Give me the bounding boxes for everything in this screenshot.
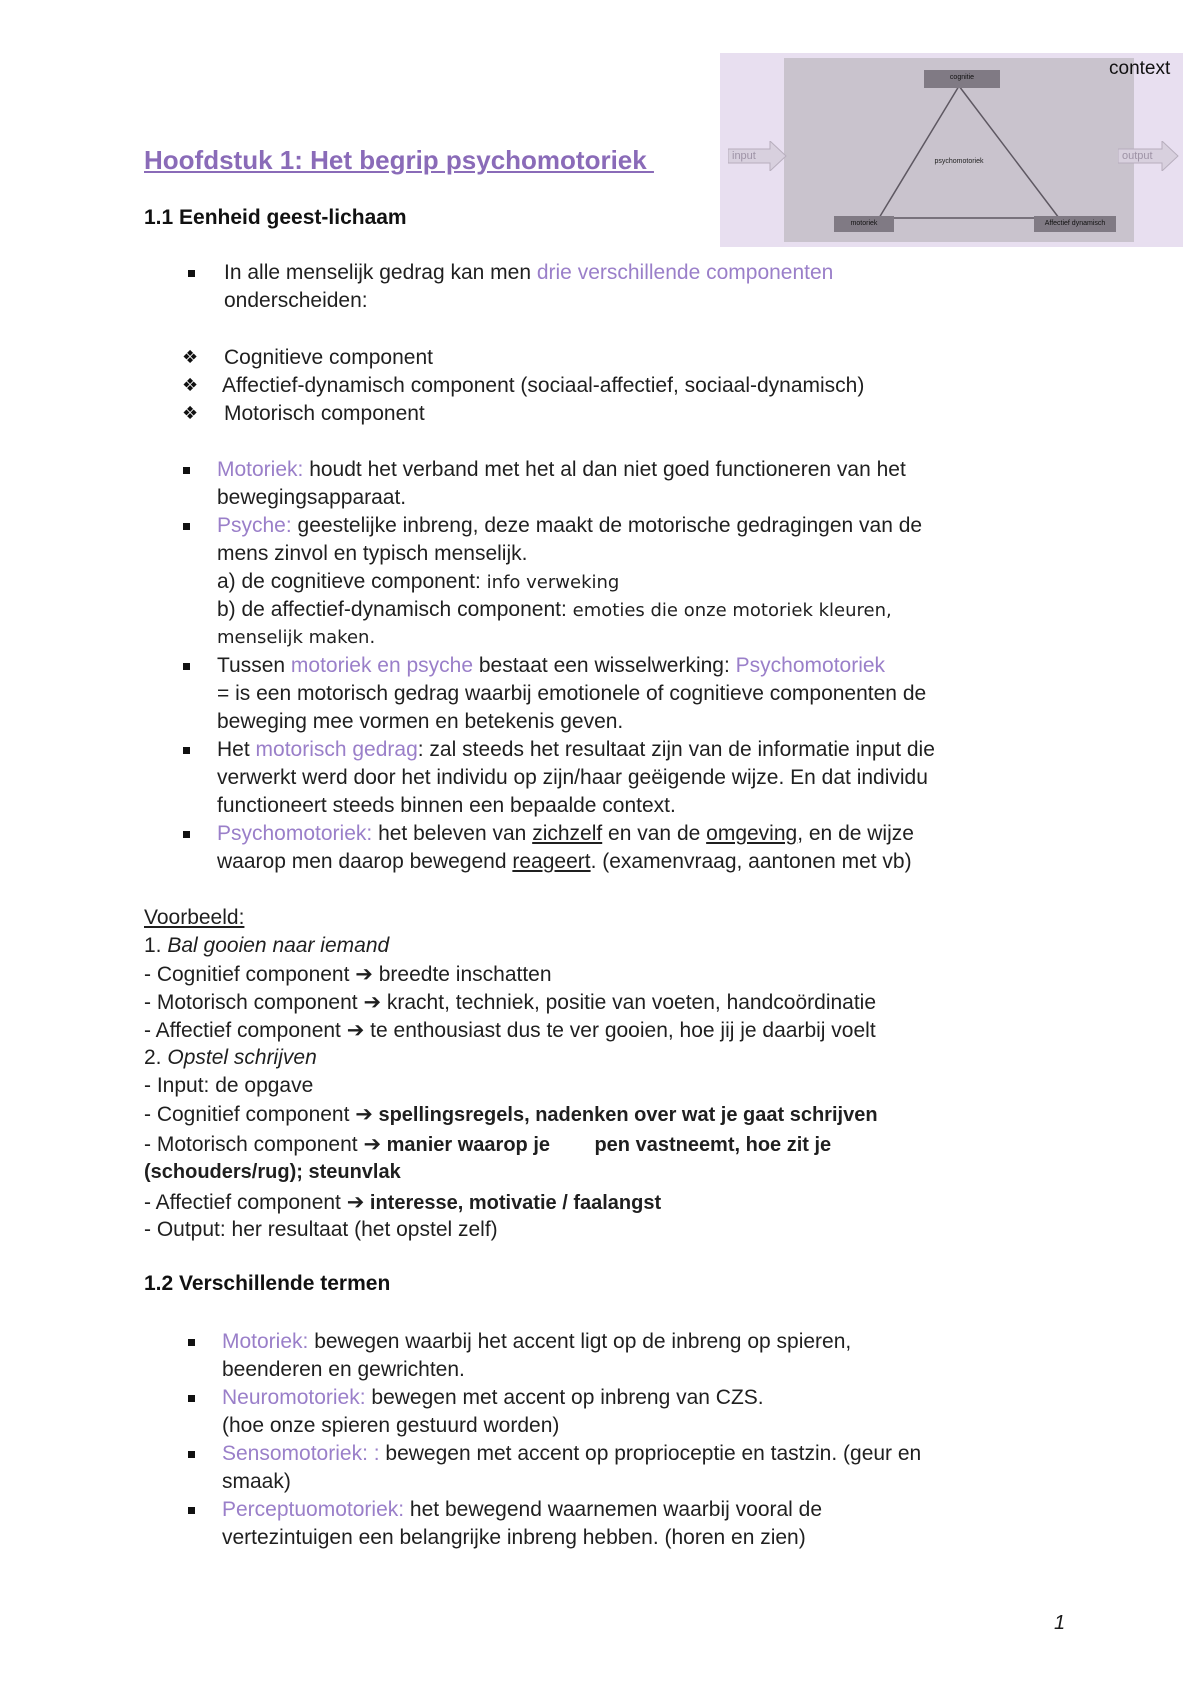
bullet-square <box>183 523 190 530</box>
example-1-line-1: - Cognitief component ➔ breedte inschatten <box>144 962 552 986</box>
bullet-square <box>188 1507 195 1514</box>
bullet-square <box>183 831 190 838</box>
bullet-square <box>183 747 190 754</box>
section-2-heading: 1.2 Verschillende termen <box>144 1272 391 1295</box>
bullet-square <box>183 467 190 474</box>
chapter-title: Hoofdstuk 1: Het begrip psychomotoriek <box>144 145 654 175</box>
term-perceptuomotoriek-line-2: vertezintuigen een belangrijke inbreng hebben. (horen en zien) <box>222 1526 806 1549</box>
diagram-box-motoriek: motoriek <box>834 216 894 232</box>
term-motoriek-line-2: beenderen en gewrichten. <box>222 1358 465 1381</box>
motorisch-gedrag-line-3: functioneert steeds binnen een bepaalde context. <box>217 794 676 817</box>
psyche-line-5: menselijk maken. <box>217 627 376 648</box>
example-2-line-3b: (schouders/rug); steunvlak <box>144 1161 401 1183</box>
component-3: Motorisch component <box>224 402 425 425</box>
psyche-line-2: mens zinvol en typisch menselijk. <box>217 542 528 565</box>
example-2-title: 2. Opstel schrijven <box>144 1046 317 1069</box>
example-2-line-1: - Input: de opgave <box>144 1074 314 1097</box>
bullet-square <box>188 270 195 277</box>
input-label: input <box>732 150 756 162</box>
psyche-line-1: Psyche: geestelijke inbreng, deze maakt de motorische gedragingen van de <box>217 514 923 537</box>
diamond-bullet: ❖ <box>182 403 199 424</box>
intro-line-2: onderscheiden: <box>224 289 368 312</box>
motorisch-gedrag-line-1: Het motorisch gedrag: zal steeds het resultaat zijn van de informatie input die <box>217 738 935 761</box>
psychomotoriek-diagram <box>720 53 1183 247</box>
psyche-line-4: b) de affectief-dynamisch component: emoties die onze motoriek kleuren, <box>217 598 892 621</box>
bullet-square <box>188 1395 195 1402</box>
psychomotoriek-line-1: Psychomotoriek: het beleven van zichzelf en van de omgeving, en de wijze <box>217 822 914 845</box>
motoriek-line-2: bewegingsapparaat. <box>217 486 407 509</box>
motoriek-line-1: Motoriek: houdt het verband met het al dan niet goed functioneren van het <box>217 458 906 481</box>
example-1-title: 1. Bal gooien naar iemand <box>144 934 390 957</box>
diagram-center-label: psychomotoriek <box>934 158 984 165</box>
diagram-box-cognitie: cognitie <box>924 70 1000 88</box>
wisselwerking-line-2: = is een motorisch gedrag waarbij emotionele of cognitieve componenten de <box>217 682 927 705</box>
term-perceptuomotoriek-line-1: Perceptuomotoriek: het bewegend waarnemen waarbij vooral de <box>222 1498 823 1521</box>
component-2: Affectief-dynamisch component (sociaal-affectief, sociaal-dynamisch) <box>222 374 865 397</box>
wisselwerking-line-1: Tussen motoriek en psyche bestaat een wisselwerking: Psychomotoriek <box>217 654 886 677</box>
example-1-line-2: - Motorisch component ➔ kracht, techniek, positie van voeten, handcoördinatie <box>144 990 877 1014</box>
bullet-square <box>188 1339 195 1346</box>
diagram-context-label: context <box>1109 58 1171 79</box>
term-sensomotoriek-line-1: Sensomotoriek: : bewegen met accent op proprioceptie en tastzin. (geur en <box>222 1442 922 1465</box>
bullet-square <box>188 1451 195 1458</box>
term-sensomotoriek-line-2: smaak) <box>222 1470 291 1493</box>
term-neuromotoriek-line-1: Neuromotoriek: bewegen met accent op inbreng van CZS. <box>222 1386 764 1409</box>
psyche-line-3: a) de cognitieve component: info verweking <box>217 570 620 593</box>
wisselwerking-line-3: beweging mee vormen en betekenis geven. <box>217 710 624 733</box>
example-2-line-4: - Affectief component ➔ interesse, motivatie / faalangst <box>144 1190 662 1214</box>
output-label: output <box>1122 150 1153 162</box>
diamond-bullet: ❖ <box>182 347 199 368</box>
example-2-line-2: - Cognitief component ➔ spellingsregels, nadenken over wat je gaat schrijven <box>144 1102 878 1126</box>
section-1-heading: 1.1 Eenheid geest-lichaam <box>144 206 407 229</box>
example-1-line-3: - Affectief component ➔ te enthousiast dus te ver gooien, hoe jij je daarbij voelt <box>144 1018 876 1042</box>
diamond-bullet: ❖ <box>182 375 199 396</box>
example-2-line-3: - Motorisch component ➔ manier waarop je pen vastneemt, hoe zit je <box>144 1132 832 1156</box>
term-neuromotoriek-line-2: (hoe onze spieren gestuurd worden) <box>222 1414 560 1437</box>
example-2-line-5: - Output: her resultaat (het opstel zelf) <box>144 1218 498 1241</box>
component-1: Cognitieve component <box>224 346 433 369</box>
motorisch-gedrag-line-2: verwerkt werd door het individu op zijn/haar geëigende wijze. En dat individu <box>217 766 928 789</box>
page-number: 1 <box>1054 1612 1066 1634</box>
intro-line-1: In alle menselijk gedrag kan men drie verschillende componenten <box>224 261 834 284</box>
psychomotoriek-line-2: waarop men daarop bewegend reageert. (examenvraag, aantonen met vb) <box>217 850 912 873</box>
term-motoriek-line-1: Motoriek: bewegen waarbij het accent ligt op de inbreng op spieren, <box>222 1330 852 1353</box>
example-heading: Voorbeeld: <box>144 906 245 929</box>
bullet-square <box>183 663 190 670</box>
diagram-box-affectief: Affectief dynamisch <box>1034 216 1116 232</box>
